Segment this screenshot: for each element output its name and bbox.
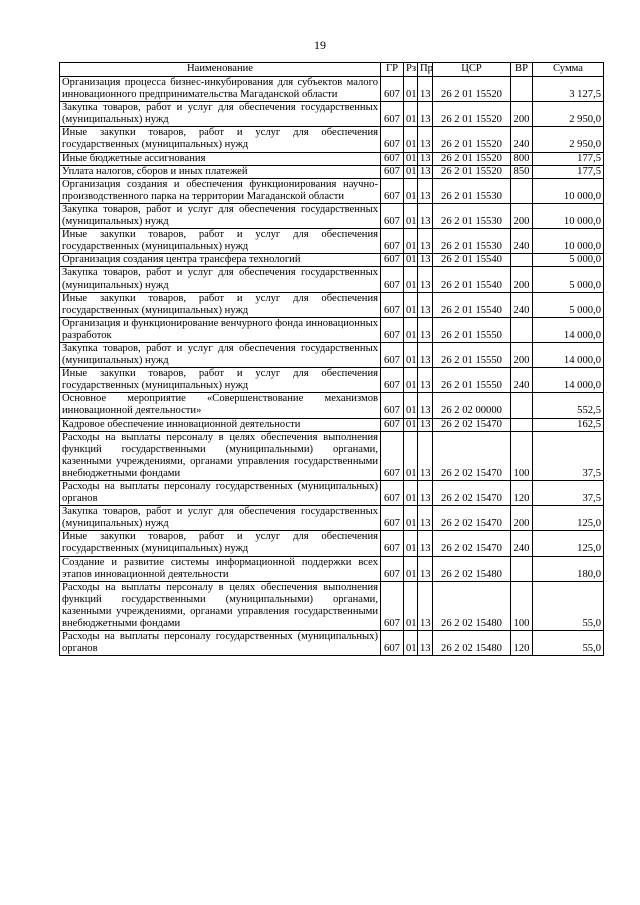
- cell-vr: 240: [511, 229, 533, 254]
- table-row: [60, 631, 604, 656]
- cell-gr: 607: [381, 342, 404, 367]
- cell-pr: 13: [418, 431, 433, 480]
- cell-vr: [511, 317, 533, 342]
- cell-name: Иные закупки товаров, работ и услуг для обеспечения государственных (муниципальных) нужд: [60, 368, 381, 393]
- cell-gr: 607: [381, 556, 404, 581]
- cell-rz: 01: [404, 556, 418, 581]
- cell-gr: 607: [381, 506, 404, 531]
- table-row: [60, 431, 604, 480]
- cell-vr: 200: [511, 267, 533, 292]
- cell-rz: 01: [404, 531, 418, 556]
- header-gr: ГР: [381, 63, 404, 77]
- cell-csr: 26 2 02 15480: [433, 631, 511, 656]
- cell-pr: 13: [418, 581, 433, 630]
- cell-vr: 240: [511, 531, 533, 556]
- cell-sum: 37,5: [533, 431, 604, 480]
- cell-name: Иные бюджетные ассигнования: [60, 152, 381, 165]
- cell-sum: 10 000,0: [533, 203, 604, 228]
- table-row: [60, 531, 604, 556]
- cell-name: Иные закупки товаров, работ и услуг для обеспечения государственных (муниципальных) нужд: [60, 292, 381, 317]
- table-row: [60, 267, 604, 292]
- cell-gr: 607: [381, 254, 404, 267]
- cell-csr: 26 2 01 15520: [433, 165, 511, 178]
- cell-gr: 607: [381, 317, 404, 342]
- table-row: [60, 317, 604, 342]
- cell-csr: 26 2 01 15520: [433, 102, 511, 127]
- cell-vr: [511, 556, 533, 581]
- cell-rz: 01: [404, 229, 418, 254]
- cell-pr: 13: [418, 152, 433, 165]
- cell-name: Закупка товаров, работ и услуг для обеспечения государственных (муниципальных) нужд: [60, 506, 381, 531]
- cell-csr: 26 2 02 15480: [433, 556, 511, 581]
- cell-csr: 26 2 02 15470: [433, 531, 511, 556]
- cell-gr: 607: [381, 203, 404, 228]
- table-row: [60, 292, 604, 317]
- cell-rz: 01: [404, 127, 418, 152]
- cell-sum: 10 000,0: [533, 178, 604, 203]
- cell-vr: 200: [511, 102, 533, 127]
- cell-vr: 120: [511, 481, 533, 506]
- table-row: [60, 77, 604, 102]
- cell-pr: 13: [418, 229, 433, 254]
- table-row: [60, 581, 604, 630]
- cell-pr: 13: [418, 292, 433, 317]
- cell-gr: 607: [381, 531, 404, 556]
- cell-csr: 26 2 01 15550: [433, 368, 511, 393]
- cell-sum: 2 950,0: [533, 102, 604, 127]
- cell-pr: 13: [418, 203, 433, 228]
- cell-sum: 10 000,0: [533, 229, 604, 254]
- cell-vr: 120: [511, 631, 533, 656]
- cell-vr: 100: [511, 431, 533, 480]
- cell-rz: 01: [404, 368, 418, 393]
- table-row: [60, 342, 604, 367]
- cell-gr: 607: [381, 165, 404, 178]
- cell-rz: 01: [404, 631, 418, 656]
- cell-name: Уплата налогов, сборов и иных платежей: [60, 165, 381, 178]
- cell-name: Расходы на выплаты персоналу государственных (муниципальных) органов: [60, 631, 381, 656]
- cell-sum: 552,5: [533, 393, 604, 418]
- cell-pr: 13: [418, 102, 433, 127]
- page-number: 19: [314, 38, 326, 52]
- cell-rz: 01: [404, 203, 418, 228]
- cell-gr: 607: [381, 393, 404, 418]
- cell-csr: 26 2 01 15520: [433, 77, 511, 102]
- table-row: [60, 152, 604, 165]
- cell-csr: 26 2 01 15550: [433, 342, 511, 367]
- cell-gr: 607: [381, 581, 404, 630]
- cell-pr: 13: [418, 127, 433, 152]
- cell-sum: 5 000,0: [533, 267, 604, 292]
- cell-pr: 13: [418, 178, 433, 203]
- table-row: [60, 418, 604, 431]
- cell-pr: 13: [418, 342, 433, 367]
- cell-rz: 01: [404, 481, 418, 506]
- cell-rz: 01: [404, 342, 418, 367]
- cell-sum: 125,0: [533, 531, 604, 556]
- cell-vr: 240: [511, 292, 533, 317]
- cell-vr: [511, 393, 533, 418]
- cell-vr: 200: [511, 342, 533, 367]
- header-csr: ЦСР: [433, 63, 511, 77]
- cell-rz: 01: [404, 267, 418, 292]
- cell-name: Организация создания и обеспечения функционирования научно-производственного парка на территории Магаданской области: [60, 178, 381, 203]
- cell-vr: 240: [511, 368, 533, 393]
- cell-name: Организация процесса бизнес-инкубирования для субъектов малого инновационного предпринимательства Магаданской области: [60, 77, 381, 102]
- cell-rz: 01: [404, 317, 418, 342]
- table-row: [60, 506, 604, 531]
- cell-rz: 01: [404, 152, 418, 165]
- table-row: [60, 178, 604, 203]
- cell-csr: 26 2 01 15540: [433, 254, 511, 267]
- table-row: [60, 368, 604, 393]
- cell-gr: 607: [381, 267, 404, 292]
- table-row: [60, 556, 604, 581]
- cell-sum: 125,0: [533, 506, 604, 531]
- cell-csr: 26 2 01 15520: [433, 127, 511, 152]
- budget-table: [59, 62, 604, 656]
- cell-vr: 200: [511, 506, 533, 531]
- cell-rz: 01: [404, 393, 418, 418]
- cell-gr: 607: [381, 77, 404, 102]
- cell-vr: 200: [511, 203, 533, 228]
- cell-pr: 13: [418, 254, 433, 267]
- table-header: [60, 63, 604, 77]
- cell-gr: 607: [381, 368, 404, 393]
- cell-vr: [511, 254, 533, 267]
- cell-gr: 607: [381, 631, 404, 656]
- cell-name: Расходы на выплаты персоналу в целях обеспечения выполнения функций государственными (муниципальными) органами, казенными учреждениями, органами управления государственными внебюджетными фондами: [60, 431, 381, 480]
- header-name: Наименование: [60, 63, 381, 77]
- cell-csr: 26 2 01 15530: [433, 178, 511, 203]
- cell-sum: 3 127,5: [533, 77, 604, 102]
- cell-pr: 13: [418, 418, 433, 431]
- cell-pr: 13: [418, 506, 433, 531]
- cell-vr: 800: [511, 152, 533, 165]
- header-sum: Сумма: [533, 63, 604, 77]
- table-row: [60, 254, 604, 267]
- cell-csr: 26 2 02 15470: [433, 418, 511, 431]
- cell-name: Иные закупки товаров, работ и услуг для обеспечения государственных (муниципальных) нужд: [60, 229, 381, 254]
- cell-sum: 2 950,0: [533, 127, 604, 152]
- cell-csr: 26 2 01 15550: [433, 317, 511, 342]
- cell-rz: 01: [404, 506, 418, 531]
- table-row: [60, 481, 604, 506]
- cell-pr: 13: [418, 267, 433, 292]
- cell-csr: 26 2 01 15520: [433, 152, 511, 165]
- cell-csr: 26 2 01 15530: [433, 229, 511, 254]
- cell-rz: 01: [404, 178, 418, 203]
- cell-rz: 01: [404, 165, 418, 178]
- header-pr: Пр: [418, 63, 433, 77]
- cell-pr: 13: [418, 165, 433, 178]
- cell-csr: 26 2 02 15470: [433, 431, 511, 480]
- cell-name: Расходы на выплаты персоналу в целях обеспечения выполнения функций государственными (муниципальными) органами, казенными учреждениями, органами управления государственными внебюджетными фондами: [60, 581, 381, 630]
- cell-vr: 100: [511, 581, 533, 630]
- table-row: [60, 393, 604, 418]
- cell-rz: 01: [404, 292, 418, 317]
- cell-gr: 607: [381, 152, 404, 165]
- cell-csr: 26 2 01 15540: [433, 292, 511, 317]
- cell-csr: 26 2 02 15470: [433, 481, 511, 506]
- cell-sum: 5 000,0: [533, 292, 604, 317]
- header-rz: Рз: [404, 63, 418, 77]
- cell-name: Закупка товаров, работ и услуг для обеспечения государственных (муниципальных) нужд: [60, 102, 381, 127]
- table-row: [60, 102, 604, 127]
- cell-csr: 26 2 01 15530: [433, 203, 511, 228]
- cell-gr: 607: [381, 418, 404, 431]
- cell-rz: 01: [404, 581, 418, 630]
- cell-pr: 13: [418, 531, 433, 556]
- cell-name: Закупка товаров, работ и услуг для обеспечения государственных (муниципальных) нужд: [60, 342, 381, 367]
- cell-name: Организация создания центра трансфера технологий: [60, 254, 381, 267]
- cell-csr: 26 2 02 00000: [433, 393, 511, 418]
- cell-pr: 13: [418, 631, 433, 656]
- cell-rz: 01: [404, 431, 418, 480]
- cell-name: Организация и функционирование венчурного фонда инновационных разработок: [60, 317, 381, 342]
- cell-name: Иные закупки товаров, работ и услуг для обеспечения государственных (муниципальных) нужд: [60, 531, 381, 556]
- cell-vr: [511, 418, 533, 431]
- cell-sum: 55,0: [533, 631, 604, 656]
- cell-pr: 13: [418, 368, 433, 393]
- cell-csr: 26 2 02 15470: [433, 506, 511, 531]
- cell-name: Кадровое обеспечение инновационной деятельности: [60, 418, 381, 431]
- cell-name: Расходы на выплаты персоналу государственных (муниципальных) органов: [60, 481, 381, 506]
- cell-rz: 01: [404, 418, 418, 431]
- cell-gr: 607: [381, 481, 404, 506]
- cell-gr: 607: [381, 127, 404, 152]
- table-row: [60, 203, 604, 228]
- cell-gr: 607: [381, 292, 404, 317]
- cell-pr: 13: [418, 393, 433, 418]
- cell-sum: 177,5: [533, 165, 604, 178]
- cell-gr: 607: [381, 102, 404, 127]
- cell-rz: 01: [404, 77, 418, 102]
- cell-gr: 607: [381, 178, 404, 203]
- cell-name: Основное мероприятие «Совершенствование механизмов инновационной деятельности»: [60, 393, 381, 418]
- cell-name: Создание и развитие системы информационной поддержки всех этапов инновационной деятельности: [60, 556, 381, 581]
- cell-sum: 14 000,0: [533, 342, 604, 367]
- cell-vr: [511, 77, 533, 102]
- table-row: [60, 165, 604, 178]
- cell-sum: 5 000,0: [533, 254, 604, 267]
- cell-name: Закупка товаров, работ и услуг для обеспечения государственных (муниципальных) нужд: [60, 203, 381, 228]
- cell-sum: 14 000,0: [533, 368, 604, 393]
- cell-vr: 240: [511, 127, 533, 152]
- cell-rz: 01: [404, 254, 418, 267]
- cell-csr: 26 2 01 15540: [433, 267, 511, 292]
- cell-name: Закупка товаров, работ и услуг для обеспечения государственных (муниципальных) нужд: [60, 267, 381, 292]
- cell-sum: 55,0: [533, 581, 604, 630]
- cell-pr: 13: [418, 556, 433, 581]
- cell-sum: 37,5: [533, 481, 604, 506]
- cell-csr: 26 2 02 15480: [433, 581, 511, 630]
- cell-sum: 162,5: [533, 418, 604, 431]
- cell-gr: 607: [381, 229, 404, 254]
- cell-sum: 180,0: [533, 556, 604, 581]
- cell-sum: 177,5: [533, 152, 604, 165]
- cell-vr: [511, 178, 533, 203]
- cell-pr: 13: [418, 77, 433, 102]
- cell-sum: 14 000,0: [533, 317, 604, 342]
- table-row: [60, 127, 604, 152]
- cell-name: Иные закупки товаров, работ и услуг для обеспечения государственных (муниципальных) нужд: [60, 127, 381, 152]
- cell-pr: 13: [418, 481, 433, 506]
- cell-gr: 607: [381, 431, 404, 480]
- header-vr: ВР: [511, 63, 533, 77]
- cell-vr: 850: [511, 165, 533, 178]
- table-row: [60, 229, 604, 254]
- cell-pr: 13: [418, 317, 433, 342]
- table-body: [60, 77, 604, 656]
- cell-rz: 01: [404, 102, 418, 127]
